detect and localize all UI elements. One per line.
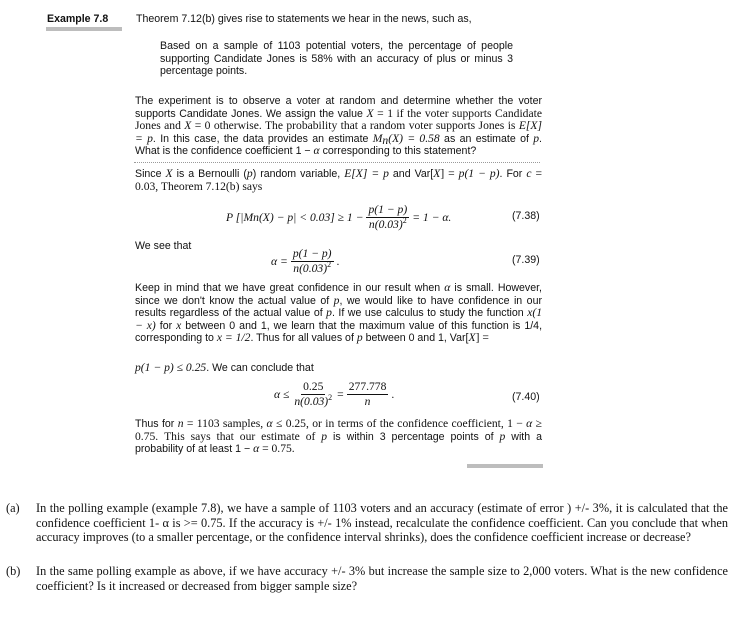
dotted-separator — [134, 162, 540, 163]
equation-7-40: α ≤ $\frac{0.25}{n(0.03)^2}$ = $\frac{277.778}{n}$ . — [274, 380, 395, 408]
equation-number: (7.40) — [512, 391, 540, 403]
question-text: In the same polling example as above, if we have accuracy +/- 3% but increase the sample size to 2,000 voters. What is the new confidence coefficient? Is it increased or decreased from bigger sample size? — [36, 564, 728, 593]
example-label: Example 7.8 — [47, 13, 109, 25]
question-a — [6, 501, 728, 545]
example-label-underline — [46, 27, 122, 31]
equation-number: (7.38) — [512, 210, 540, 222]
example-end-bar — [467, 464, 543, 468]
paragraph-result: Thus for n = 1103 samples, α ≤ 0.25, or in terms of the confidence coefficient, 1 − α ≥ 0.75. This says that our estimate of p is within 3 percentage points of p with a probability of at least 1 − α = 0.75. — [135, 417, 542, 456]
fraction: $\frac{0.25}{n(0.03)^2}$ — [294, 380, 333, 408]
question-b — [6, 564, 728, 593]
equation-7-38: P [|M n (X) − p| < 0.03] ≥ 1 − $\frac{p(1 - p)}{n(0.03)^2}$ = 1 − α. — [226, 203, 452, 231]
paragraph-keep-in-mind: Keep in mind that we have great confidence in our result when α is small. However, since we don't know the actual value of p, we would like to have confidence in our results regardless of the actual value of p. If we use calculus to study the function x(1 − x) for x between 0 and 1, we learn that the maximum value of this function is 1/4, corresponding to x = 1/2. Thus for all values of p between 0 and 1, Var[X] = — [135, 281, 543, 345]
fraction: $\frac{p(1 - p)}{n(0.03)^2}$ — [292, 247, 332, 275]
question-tag: (a) — [6, 501, 20, 515]
question-text: In the polling example (example 7.8), we have a sample of 1103 voters and an accuracy (estimate of error ) +/- 3%, it is calculated that the confidence coefficient 1- α is >= 0.75. If the accuracy is +/- 1% instead, recalculate the confidence coefficient. Can you conclude that when accuracy improves (to a smaller percentage, or the confidence interval shrinks), does the confidence coefficient increase or decrease? — [36, 501, 728, 545]
we-see-text: We see that — [135, 240, 192, 252]
equation-number: (7.39) — [512, 254, 540, 266]
news-quote: Based on a sample of 1103 potential voters, the percentage of people supporting Candidate Jones is 58% with an accuracy of plus or minus 3 percentage points. — [160, 40, 513, 78]
question-tag: (b) — [6, 564, 21, 578]
paragraph-bernoulli: Since X is a Bernoulli (p) random variable, E[X] = p and Var[X] = p(1 − p). For c = 0.03, Theorem 7.12(b) says — [135, 167, 542, 193]
paragraph-experiment: The experiment is to observe a voter at random and determine whether the voter supports Candidate Jones. We assign the value X = 1 if the voter supports Candidate Jones and X = 0 otherwise. The probability that a random voter supports Jones is E[X] = p. In this case, the data provides an estimate $M_n(X) = 0.58$ as an estimate of p. What is the confidence coefficient 1 − α corresponding to this statement? — [135, 95, 542, 158]
example-intro: Theorem 7.12(b) gives rise to statements we hear in the news, such as, — [136, 13, 472, 25]
fraction: $\frac{p(1 - p)}{n(0.03)^2}$ — [368, 203, 408, 231]
equation-7-39: α = $\frac{p(1 - p)}{n(0.03)^2}$ . — [271, 247, 340, 275]
fraction: $\frac{277.778}{n}$ — [348, 380, 387, 408]
paragraph-conclude: p(1 − p) ≤ 0.25. We can conclude that — [135, 361, 314, 374]
